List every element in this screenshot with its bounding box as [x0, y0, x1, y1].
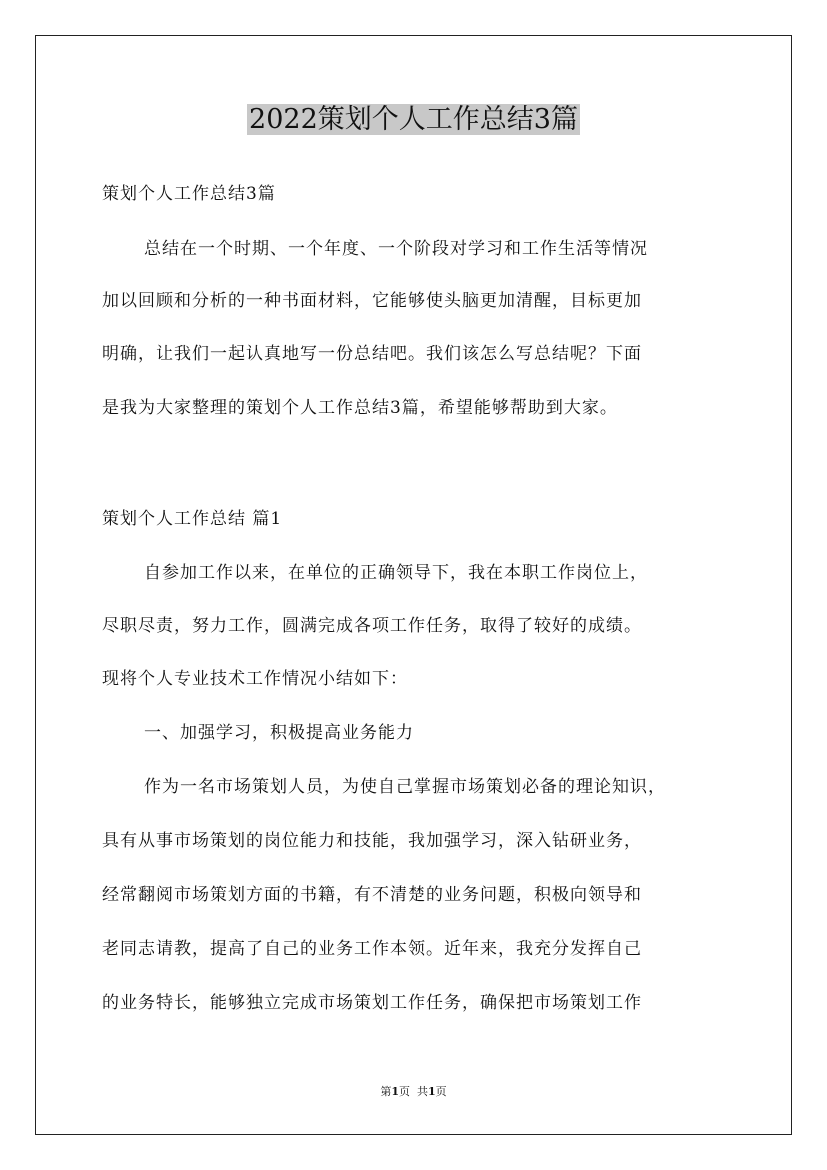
page-footer — [0, 1084, 827, 1100]
paragraph-line: 的业务特长，能够独立完成市场策划工作任务，确保把市场策划工作 — [102, 993, 642, 1013]
paragraph-line: 现将个人专业技术工作情况小结如下： — [102, 669, 408, 689]
paragraph-line: 具有从事市场策划的岗位能力和技能，我加强学习，深入钻研业务， — [102, 831, 642, 851]
paragraph-line: 老同志请教，提高了自己的业务工作本领。近年来，我充分发挥自己 — [102, 939, 642, 959]
paragraph-line: 经常翻阅市场策划方面的书籍，有不清楚的业务问题，积极向领导和 — [102, 885, 642, 905]
document-title-text: 2022策划个人工作总结3篇 — [249, 104, 578, 135]
subsection-heading: 一、加强学习，积极提高业务能力 — [144, 723, 414, 743]
document-subtitle: 策划个人工作总结3篇 — [102, 184, 276, 204]
paragraph-line: 尽职尽责，努力工作，圆满完成各项工作任务，取得了较好的成绩。 — [102, 616, 642, 636]
paragraph-line: 自参加工作以来，在单位的正确领导下，我在本职工作岗位上， — [144, 563, 648, 583]
paragraph-line: 作为一名市场策划人员，为使自己掌握市场策划必备的理论知识， — [144, 777, 666, 797]
footer-page-number: 1 — [391, 1085, 399, 1098]
intro-line: 加以回顾和分析的一种书面材料，它能够使头脑更加清醒，目标更加 — [102, 291, 642, 311]
footer-total-suffix: 页 — [435, 1085, 447, 1098]
footer-total-number: 1 — [428, 1085, 436, 1098]
intro-line: 明确，让我们一起认真地写一份总结吧。我们该怎么写总结呢？下面 — [102, 344, 642, 364]
intro-line: 总结在一个时期、一个年度、一个阶段对学习和工作生活等情况 — [144, 239, 648, 259]
footer-total-prefix: 共 — [417, 1085, 428, 1098]
intro-line: 是我为大家整理的策划个人工作总结3篇，希望能够帮助到大家。 — [102, 398, 618, 418]
section-heading: 策划个人工作总结 篇1 — [102, 509, 283, 529]
document-title — [0, 100, 827, 140]
footer-page-prefix: 第 — [380, 1085, 392, 1098]
footer-page-suffix: 页 — [399, 1085, 410, 1098]
